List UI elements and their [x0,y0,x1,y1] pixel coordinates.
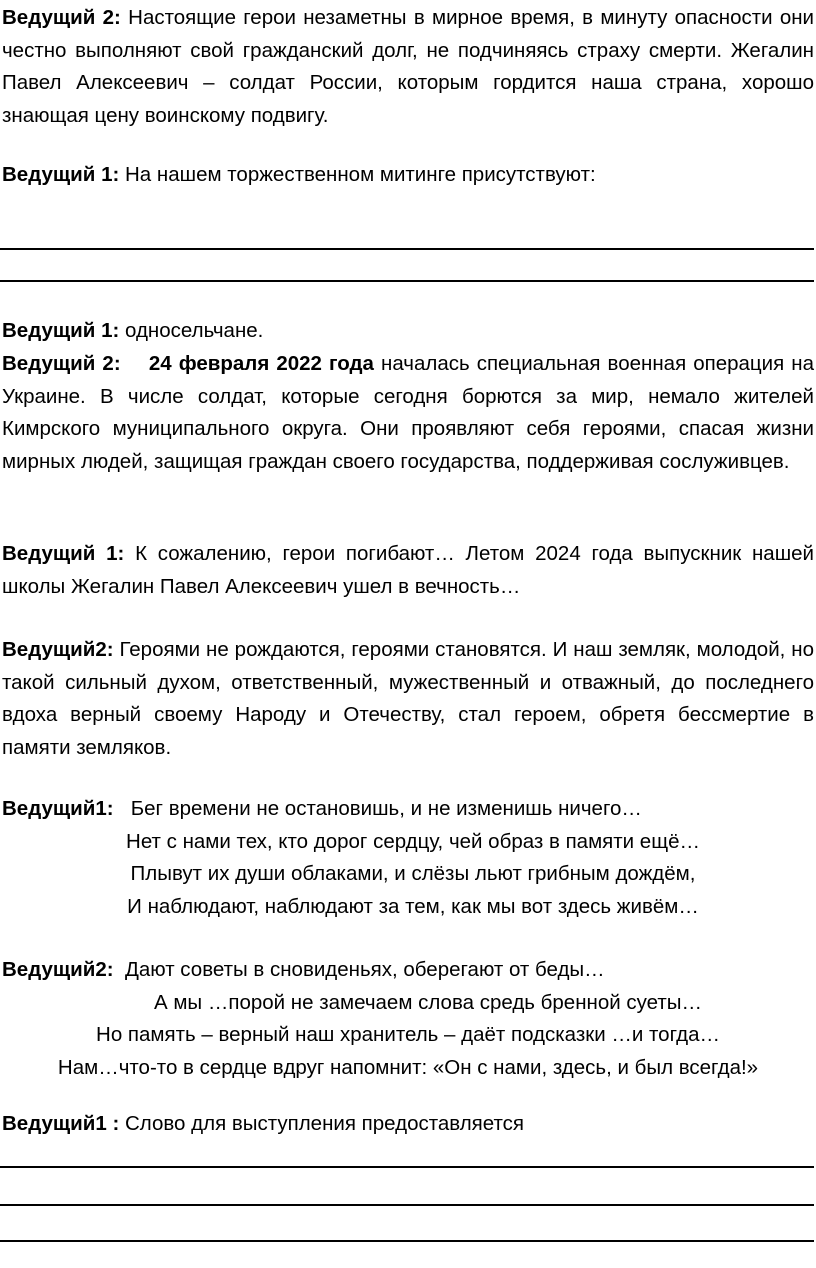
speaker-label: Ведущий1 : [2,1112,120,1135]
paragraph-host2-intro [2,2,814,132]
paragraph-host2-operation [2,348,814,478]
blank-line [0,280,814,282]
paragraph-text: Слово для выступления предоставляется [125,1112,524,1135]
poem-line: А мы …порой не замечаем слова средь бренной суеты… [153,990,703,1014]
poem-host1 [2,793,814,923]
poem-line: Но память – верный наш хранитель – даёт подсказки …и тогда… [96,1023,720,1046]
paragraph-text: Настоящие герои незаметны в мирное время, в минуту опасности они честно выполняют свой гражданский долг, не подчиняясь страху смерти. Жегалин Павел Алексеевич – солдат России, которым гордится наша страна, хорошо знающая цену воинскому подвигу. [2,6,814,127]
date-text: 24 февраля 2022 года [148,352,374,375]
poem-line: Нет с нами тех, кто дорог сердцу, чей образ в памяти ещё… [126,829,700,853]
paragraph-text: На нашем торжественном митинге присутствуют: [125,163,596,186]
poem-host2 [2,954,814,1084]
speaker-label: Ведущий2: [2,958,114,981]
speaker-label: Ведущий 1: [2,319,120,342]
paragraph-host2-hero [2,634,814,764]
poem-line: Плывут их души облаками, и слёзы льют грибным дождём, [130,862,696,885]
blank-line [0,1166,814,1168]
speaker-label: Ведущий2: [2,638,114,661]
paragraph-host1-villagers [2,315,814,348]
poem-line: Ведущий2: Дают советы в сновиденьях, оберегают от беды… [2,958,605,981]
speaker-label: Ведущий 1: [2,163,120,186]
speaker-label: Ведущий1: [2,797,114,820]
paragraph-text: началась специальная военная операция на Украине. В числе солдат, которые сегодня борются за мир, немало жителей Кимрского муниципального округа. Они проявляют себя героями, спасая жизни мирных людей, защищая граждан своего государства, поддерживая сослуживцев. [2,352,814,473]
paragraph-host1-attendees [2,159,814,192]
paragraph-host1-loss [2,538,814,603]
speaker-label: Ведущий 2: [2,6,121,29]
paragraph-text: Героями не рождаются, героями становятся. И наш земляк, молодой, но такой сильный духом, ответственный, мужественный и отважный, до последнего вдоха верный своему Народу и Отечеству, стал героем, обретя бессмертие в памяти земляков. [2,638,814,759]
speaker-label: Ведущий 1: [2,542,125,565]
blank-line [0,248,814,250]
paragraph-host1-speech [2,1108,814,1141]
poem-line: Нам…что-то в сердце вдруг напомнит: «Он с нами, здесь, и был всегда!» [57,1055,759,1079]
paragraph-text: К сожалению, герои погибают… Летом 2024 года выпускник нашей школы Жегалин Павел Алексеевич ушел в вечность… [2,542,815,598]
blank-line [0,1240,814,1242]
blank-line [0,1204,814,1206]
poem-line: Ведущий1: Бег времени не остановишь, и не изменишь ничего… [2,797,642,820]
poem-line: И наблюдают, наблюдают за тем, как мы вот здесь живём… [127,894,699,918]
speaker-label: Ведущий 2: [2,352,121,375]
paragraph-text: односельчане. [125,319,264,342]
